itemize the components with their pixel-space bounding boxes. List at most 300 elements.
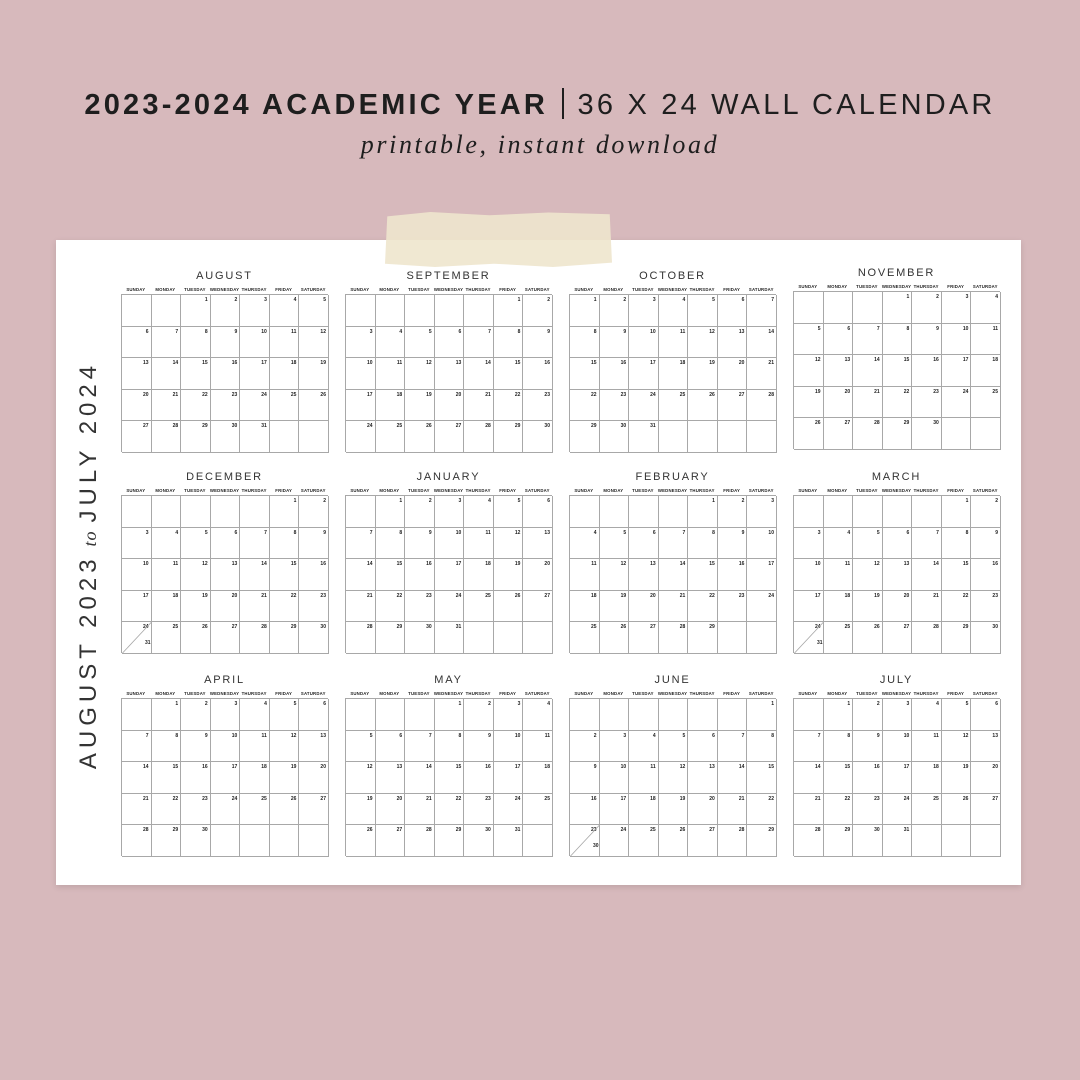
day-cell [405,421,435,453]
day-cell [181,591,211,623]
day-cell [824,292,854,324]
day-number: 26 [426,423,432,430]
day-number: 26 [202,624,208,631]
day-cell [270,762,300,794]
day-number: 13 [992,732,998,739]
day-cell [240,528,270,560]
weekday-label: TUESDAY [856,284,878,289]
day-number: 10 [455,529,462,536]
day-cell [435,295,465,327]
day-cell [240,295,270,327]
day-number: 27 [650,624,656,631]
day-cell [211,390,241,422]
day-number: 30 [231,423,238,430]
day-cell [853,324,883,356]
day-cell [942,292,972,324]
day-cell [883,324,913,356]
day-number: 9 [428,529,432,536]
day-number: 21 [426,795,432,802]
day-cell [435,591,465,623]
day-number: 5 [517,498,521,504]
day-number: 14 [679,561,686,568]
day-cell [240,762,270,794]
day-number: 20 [709,795,715,802]
day-cell [240,496,270,528]
day-number: 10 [962,325,969,332]
day-number: 12 [709,328,715,335]
day-cell [688,794,718,826]
day-number: 3 [652,297,656,303]
day-number: 9 [323,529,326,536]
month-name: MARCH [871,471,922,483]
day-cell [971,528,1001,560]
day-number: 27 [903,624,910,631]
day-number: 22 [202,391,208,398]
day-cell [211,295,241,327]
day-number: 29 [903,420,910,427]
day-cell [659,622,689,654]
day-cell [346,390,376,422]
day-number: 7 [369,529,373,536]
day-number: 11 [172,561,179,568]
day-cell [659,591,689,623]
day-cell [853,762,883,794]
weekday-label: MONDAY [603,287,624,292]
day-cell [629,295,659,327]
day-number: 25 [992,388,998,395]
day-cell [912,528,942,560]
day-cell [912,324,942,356]
day-cell [971,591,1001,623]
day-number: 13 [844,357,851,364]
day-cell [747,762,777,794]
weekday-label: TUESDAY [408,488,430,493]
day-number: 16 [738,561,745,568]
day-number: 3 [965,294,969,300]
day-cell [464,421,494,453]
day-number: 11 [844,561,851,568]
day-cell [794,699,824,731]
day-cell [942,794,972,826]
day-cell [494,295,524,327]
day-cell [299,295,329,327]
day-cell [718,327,748,359]
day-cell [824,591,854,623]
day-number: 17 [143,592,149,599]
weekday-label: THURSDAY [689,488,715,493]
day-cell [435,421,465,453]
day-number: 6 [547,498,550,504]
weekday-label: TUESDAY [632,691,654,696]
day-cell [853,559,883,591]
day-cell [240,825,270,857]
day-cell [435,731,465,763]
day-number: 19 [679,795,686,802]
day-number: 29 [290,624,297,631]
day-cell [570,762,600,794]
day-cell [971,387,1001,419]
day-cell [435,327,465,359]
day-number: 9 [936,325,939,332]
day-cell [942,559,972,591]
month-name: FEBRUARY [635,471,710,483]
day-cell [912,418,942,450]
day-cell [464,390,494,422]
weekday-label: FRIDAY [275,287,293,292]
weekday-label: THURSDAY [913,284,939,289]
day-cell [270,699,300,731]
weekday-label: SUNDAY [350,488,370,493]
day-cell [824,731,854,763]
day-number: 5 [369,732,373,739]
day-number: 17 [768,561,774,568]
day-number: 11 [544,732,550,739]
day-number: 4 [652,732,656,739]
day-number: 26 [367,827,373,834]
day-number: 13 [903,561,910,568]
month-april [121,674,328,856]
day-cell [942,825,972,857]
day-cell [405,591,435,623]
day-cell [494,794,524,826]
day-cell [659,358,689,390]
day-number: 4 [547,701,550,707]
day-cell [122,731,152,763]
day-number: 25 [485,592,491,599]
day-number: 24 [455,592,462,599]
day-cell [600,358,630,390]
day-number: 13 [396,764,403,771]
day-cell [794,292,824,324]
day-cell [240,622,270,654]
day-number: 4 [682,297,686,303]
day-cell [152,622,182,654]
day-number: 13 [455,360,462,367]
day-number: 27 [844,420,851,427]
day-cell [299,622,329,654]
day-number: 2 [623,297,627,303]
weekday-label: WEDNESDAY [433,488,464,493]
day-number: 28 [172,423,179,430]
day-number: 2 [876,701,880,707]
day-number: 22 [290,592,297,599]
day-number: 14 [815,764,821,771]
day-number: 18 [679,360,686,367]
weekday-label: SUNDAY [126,488,146,493]
day-cell [435,390,465,422]
day-cell [122,421,152,453]
month-grid [569,495,776,653]
day-number: 24 [514,795,521,802]
weekday-label: SATURDAY [748,488,774,493]
day-cell [629,496,659,528]
day-cell [181,559,211,591]
weekday-label: SATURDAY [524,691,550,696]
day-number: 17 [261,360,267,367]
day-number: 21 [815,795,821,802]
day-number: 25 [544,795,550,802]
day-number: 30 [485,827,491,834]
day-number: 30 [874,827,880,834]
day-number: 21 [367,592,373,599]
day-number: 5 [817,325,821,332]
month-august [121,270,328,452]
day-cell [600,762,630,794]
day-cell [494,622,524,654]
day-number: 15 [709,561,715,568]
day-number: 10 [815,561,821,568]
day-number: 10 [231,732,238,739]
day-cell [299,591,329,623]
day-cell [152,390,182,422]
day-cell [629,591,659,623]
day-cell [181,622,211,654]
day-cell [570,421,600,453]
day-cell [211,825,241,857]
day-number: 13 [544,529,550,536]
day-cell [659,825,689,857]
day-number: 14 [367,561,373,568]
day-cell [659,421,689,453]
day-number: 8 [458,732,462,739]
day-number: 31 [903,827,910,834]
day-cell [747,731,777,763]
day-number: 26 [709,391,715,398]
day-cell [688,390,718,422]
day-number: 27 [709,827,715,834]
day-number: 11 [591,561,597,568]
weekday-label: TUESDAY [856,488,878,493]
day-number: 21 [143,795,149,802]
day-number: 8 [847,732,851,739]
day-cell [718,358,748,390]
weekday-label: THURSDAY [913,488,939,493]
day-cell [299,762,329,794]
day-cell [600,327,630,359]
day-cell [600,794,630,826]
day-cell [912,825,942,857]
day-cell [600,731,630,763]
day-number: 28 [679,624,686,631]
day-cell [942,731,972,763]
day-number: 29 [514,423,521,430]
day-number: 26 [815,420,821,427]
day-cell [824,825,854,857]
weekday-label: TUESDAY [184,287,206,292]
day-number: 1 [458,701,462,707]
weekday-label: FRIDAY [947,691,965,696]
day-number: 8 [399,529,403,536]
weekday-label: FRIDAY [499,488,517,493]
day-cell [270,421,300,453]
day-cell [152,731,182,763]
month-name: NOVEMBER [857,267,936,279]
day-number: 3 [234,701,238,707]
month-grid [793,291,1000,449]
day-number: 12 [320,328,326,335]
day-cell [747,421,777,453]
day-cell [794,387,824,419]
day-cell [405,762,435,794]
day-cell [494,421,524,453]
day-cell [688,327,718,359]
day-number: 3 [817,529,821,536]
day-cell [600,295,630,327]
day-cell [600,591,630,623]
day-number: 1 [965,498,969,504]
day-cell [122,358,152,390]
weekday-label: SATURDAY [524,287,550,292]
weekday-label: WEDNESDAY [433,691,464,696]
day-cell [853,591,883,623]
day-cell [971,762,1001,794]
day-cell [824,387,854,419]
day-cell [346,731,376,763]
day-number: 11 [933,732,939,739]
weekday-label: THURSDAY [465,488,491,493]
day-number: 2 [995,498,998,504]
month-name: SEPTEMBER [406,270,491,282]
day-cell [971,292,1001,324]
day-cell [747,794,777,826]
day-cell [299,528,329,560]
day-cell [747,390,777,422]
day-number: 2 [234,297,238,303]
day-number: 5 [712,297,715,303]
day-cell [747,327,777,359]
day-number: 27 [992,795,998,802]
day-number: 12 [202,561,208,568]
day-cell [152,421,182,453]
day-number: 19 [202,592,208,599]
day-number: 10 [903,732,910,739]
day-cell [883,622,913,654]
day-cell [912,794,942,826]
day-cell [435,528,465,560]
day-cell [718,794,748,826]
day-number: 15 [903,357,910,364]
day-cell [853,355,883,387]
day-number: 21 [768,360,774,367]
day-cell [152,496,182,528]
day-number: 20 [992,764,998,771]
day-number: 9 [623,328,627,335]
day-cell [346,825,376,857]
day-number: 3 [623,732,627,739]
day-number: 4 [936,701,939,707]
day-cell [688,528,718,560]
day-number: 4 [264,701,267,707]
day-cell [211,699,241,731]
day-cell [794,355,824,387]
day-number: 2 [428,498,432,504]
day-cell [405,327,435,359]
day-cell [122,559,152,591]
day-number: 19 [709,360,715,367]
day-number: 31 [817,639,823,646]
day-number: 14 [874,357,880,364]
day-number: 29 [768,827,774,834]
weekday-label: MONDAY [379,691,400,696]
day-cell [523,496,553,528]
day-cell [464,731,494,763]
day-cell [942,324,972,356]
day-number: 11 [650,764,656,771]
day-number: 16 [544,360,550,367]
day-cell [718,295,748,327]
day-cell [376,295,406,327]
day-number: 7 [428,732,432,739]
day-cell [299,559,329,591]
weekday-label: WEDNESDAY [209,691,240,696]
day-cell [211,731,241,763]
day-cell [794,528,824,560]
day-number: 16 [874,764,880,771]
month-february [569,471,776,653]
day-cell [494,358,524,390]
weekday-label: FRIDAY [947,284,965,289]
day-number: 8 [517,328,521,335]
day-cell [853,528,883,560]
day-number: 22 [396,592,403,599]
day-number: 14 [172,360,179,367]
day-cell [942,496,972,528]
day-number: 15 [396,561,403,568]
day-cell [600,528,630,560]
weekday-label: SATURDAY [972,488,998,493]
day-cell [659,794,689,826]
day-cell [376,327,406,359]
day-cell [346,794,376,826]
day-cell [523,358,553,390]
day-number: 24 [231,795,238,802]
day-cell [629,390,659,422]
day-number: 2 [593,732,597,739]
day-number: 19 [290,764,297,771]
day-number: 29 [962,624,969,631]
day-number: 22 [172,795,179,802]
day-number: 28 [143,827,149,834]
day-cell [122,825,152,857]
day-cell [600,496,630,528]
day-number: 5 [293,701,297,707]
day-cell [299,794,329,826]
day-number: 14 [261,561,267,568]
day-number: 1 [712,498,715,504]
day-number: 27 [143,423,149,430]
day-cell [270,390,300,422]
day-cell [912,355,942,387]
day-number: 12 [815,357,821,364]
day-number: 25 [591,624,597,631]
day-number: 17 [903,764,910,771]
day-cell [718,421,748,453]
day-number: 27 [544,592,550,599]
day-cell [494,699,524,731]
day-cell [824,762,854,794]
weekday-label: THURSDAY [913,691,939,696]
weekday-label: FRIDAY [723,287,741,292]
day-cell [181,358,211,390]
day-number: 21 [172,391,179,398]
day-cell [152,528,182,560]
day-cell [883,762,913,794]
day-cell [659,762,689,794]
day-number: 19 [320,360,326,367]
day-number: 7 [876,325,880,332]
day-cell [853,794,883,826]
day-number: 5 [204,529,208,536]
